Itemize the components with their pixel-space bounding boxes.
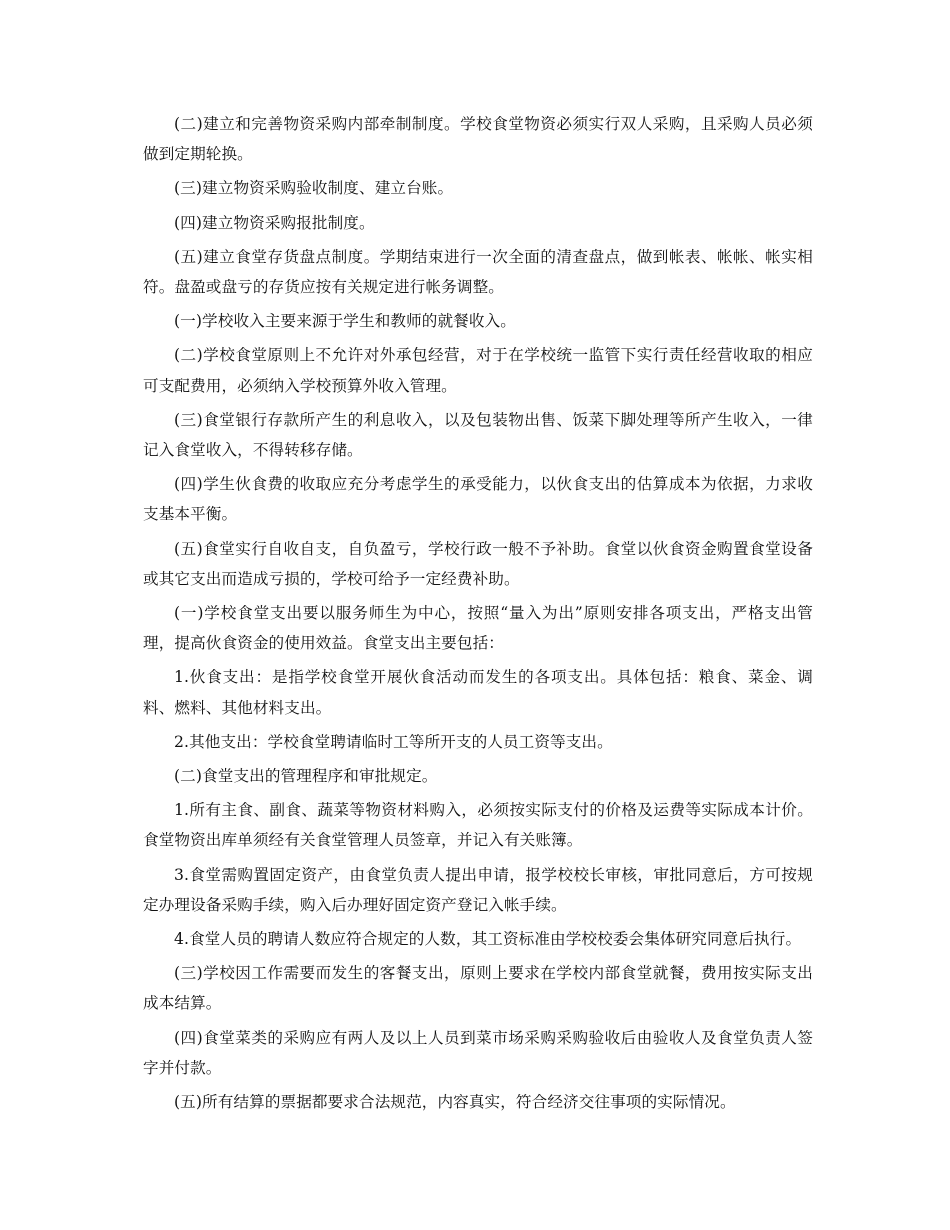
paragraph: (四)食堂菜类的采购应有两人及以上人员到菜市场采购采购验收后由验收人及食堂负责人签字并付款。 [143,1028,813,1077]
paragraph: (二)建立和完善物资采购内部牵制制度。学校食堂物资必须实行双人采购，且采购人员必须做到定期轮换。 [143,115,813,164]
paragraph: 1.伙食支出：是指学校食堂开展伙食活动而发生的各项支出。具体包括：粮食、菜金、调料、燃料、其他材料支出。 [143,668,813,717]
paragraph: 2.其他支出：学校食堂聘请临时工等所开支的人员工资等支出。 [174,732,613,751]
paragraph: (二)学校食堂原则上不允许对外承包经营，对于在学校统一监管下实行责任经营收取的相应可支配费用，必须纳入学校预算外收入管理。 [143,346,813,395]
paragraph: (五)所有结算的票据都要求合法规范，内容真实，符合经济交往事项的实际情况。 [174,1093,736,1112]
paragraph: (一)学校食堂支出要以服务师生为中心，按照“量入为出”原则安排各项支出，严格支出管理，提高伙食资金的使用效益。食堂支出主要包括： [143,604,813,653]
paragraph: (二)食堂支出的管理程序和审批规定。 [174,767,438,786]
paragraph: (三)建立物资采购验收制度、建立台账。 [174,179,454,198]
paragraph: 4.食堂人员的聘请人数应符合规定的人数，其工资标准由学校校委会集体研究同意后执行。 [174,930,802,949]
paragraph: (五)建立食堂存货盘点制度。学期结束进行一次全面的清查盘点，做到帐表、帐帐、帐实相符。盘盈或盘亏的存货应按有关规定进行帐务调整。 [143,247,813,297]
paragraph: (四)学生伙食费的收取应充分考虑学生的承受能力，以伙食支出的估算成本为依据，力求收支基本平衡。 [143,475,813,524]
paragraph: (三)学校因工作需要而发生的客餐支出，原则上要求在学校内部食堂就餐，费用按实际支出成本结算。 [143,964,813,1013]
document-body [143,109,813,1121]
paragraph: 3.食堂需购置固定资产，由食堂负责人提出申请，报学校校长审核，审批同意后，方可按规定办理设备采购手续，购入后办理好固定资产登记入帐手续。 [143,865,813,914]
paragraph: (三)食堂银行存款所产生的利息收入，以及包装物出售、饭菜下脚处理等所产生收入，一律记入食堂收入，不得转移存储。 [143,410,813,460]
paragraph: (一)学校收入主要来源于学生和教师的就餐收入。 [174,312,516,331]
paragraph: (四)建立物资采购报批制度。 [174,213,375,232]
paragraph: (五)食堂实行自收自支，自负盈亏，学校行政一般不予补助。食堂以伙食资金购置食堂设备或其它支出而造成亏损的，学校可给予一定经费补助。 [143,539,813,588]
paragraph: 1.所有主食、副食、蔬菜等物资材料购入，必须按实际支付的价格及运费等实际成本计价。食堂物资出库单须经有关食堂管理人员签章，并记入有关账簿。 [143,801,813,850]
